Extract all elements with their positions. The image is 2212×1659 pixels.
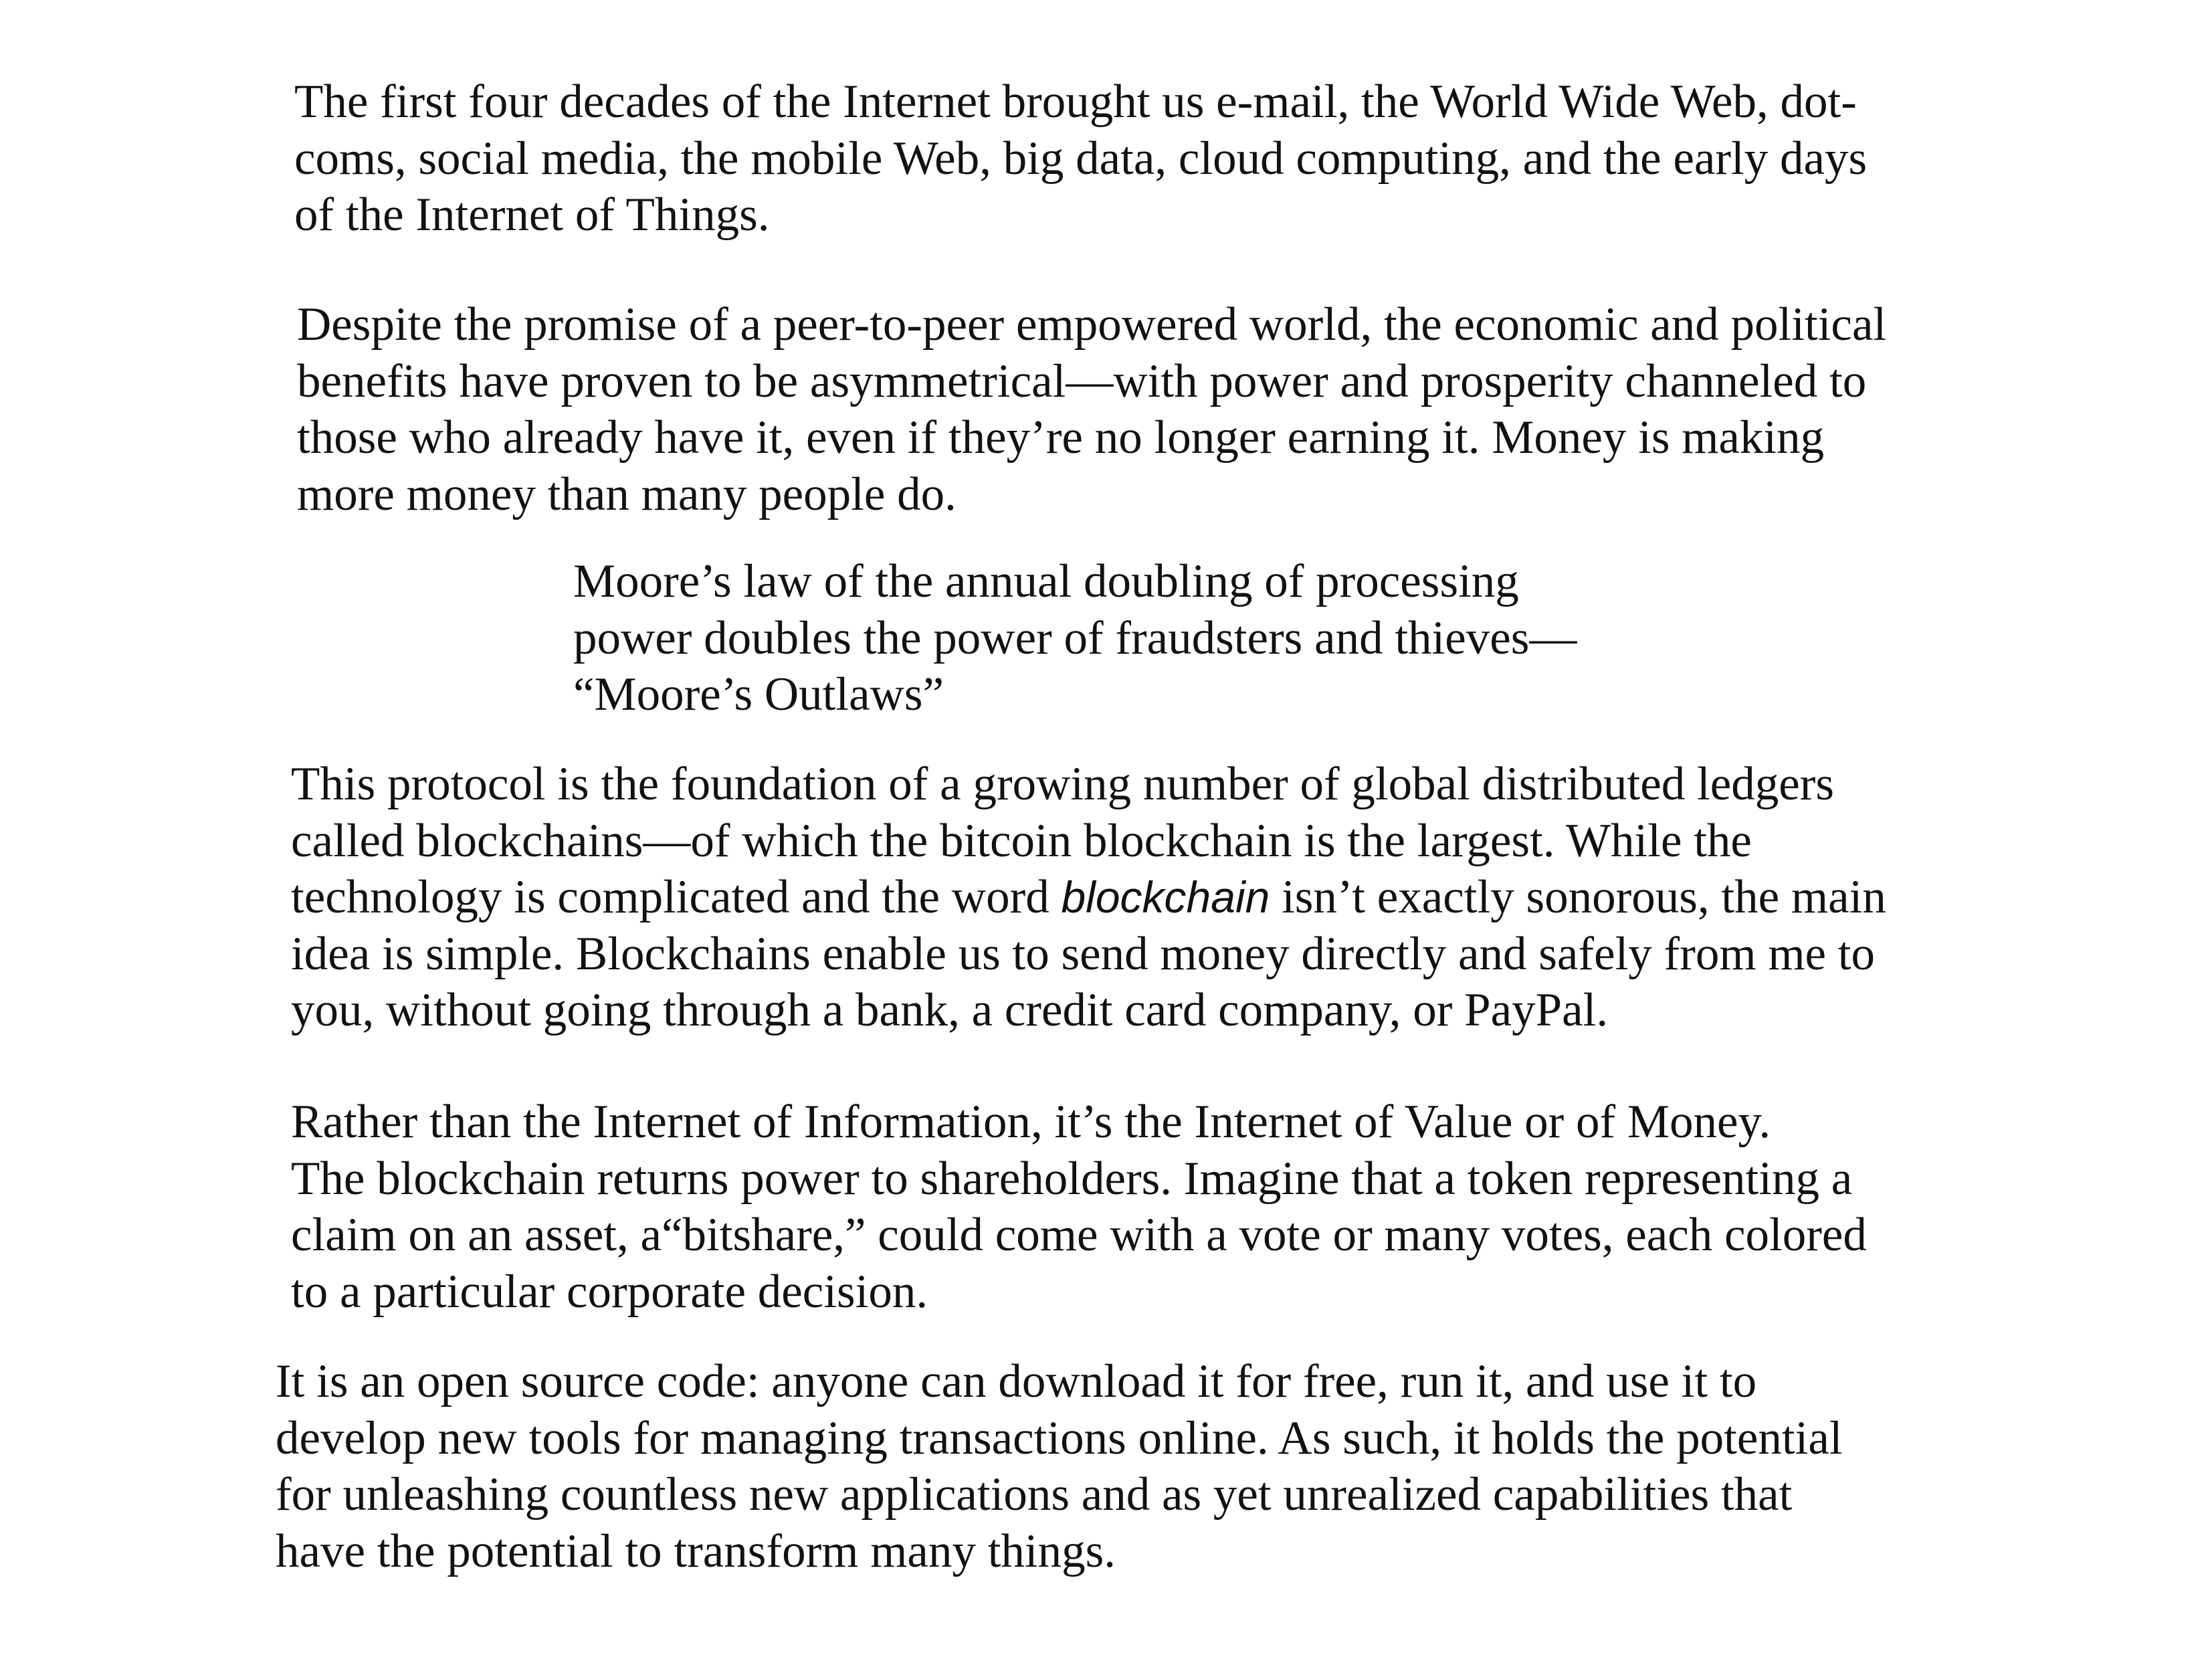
- paragraph-blockchain-protocol: [291, 756, 1886, 1039]
- text-line: “Moore’s Outlaws”: [573, 668, 944, 720]
- text-line: those who already have it, even if they’re no longer earning it. Money is making: [297, 411, 1825, 464]
- text-line: coms, social media, the mobile Web, big data, cloud computing, and the early days: [294, 132, 1868, 185]
- paragraph-asymmetrical-benefits: [297, 296, 1886, 522]
- text-line: for unleashing countless new applications and as yet unrealized capabilities that: [276, 1468, 1793, 1521]
- text-line: The first four decades of the Internet brought us e-mail, the World Wide Web, dot-: [294, 76, 1857, 128]
- text-line: idea is simple. Blockchains enable us to send money directly and safely from me to: [291, 927, 1876, 980]
- text-line: claim on an asset, a“bitshare,” could come with a vote or many votes, each colored: [291, 1209, 1867, 1261]
- text-line: have the potential to transform many things.: [276, 1525, 1116, 1577]
- text-line: of the Internet of Things.: [294, 189, 770, 241]
- text-line: Despite the promise of a peer-to-peer empowered world, the economic and political: [297, 298, 1887, 351]
- text-line: Moore’s law of the annual doubling of processing: [573, 555, 1519, 607]
- italic-term: blockchain: [1061, 872, 1270, 922]
- text-segment: isn’t exactly sonorous, the main: [1270, 871, 1886, 923]
- paragraph-open-source-code: [276, 1353, 1843, 1579]
- paragraph-internet-decades: [294, 74, 1867, 243]
- text-line: This protocol is the foundation of a growing number of global distributed ledgers: [291, 758, 1835, 810]
- text-line: Rather than the Internet of Information, it’s the Internet of Value or of Money.: [291, 1096, 1771, 1148]
- text-line: to a particular corporate decision.: [291, 1265, 928, 1318]
- text-line: benefits have proven to be asymmetrical—with power and prosperity channeled to: [297, 355, 1867, 407]
- paragraph-moores-outlaws: [573, 553, 1577, 723]
- text-line: you, without going through a bank, a credit card company, or PayPal.: [291, 984, 1609, 1036]
- text-line: The blockchain returns power to shareholders. Imagine that a token representing a: [291, 1152, 1853, 1205]
- text-line: [291, 869, 1886, 926]
- text-line: more money than many people do.: [297, 468, 957, 520]
- text-line: called blockchains—of which the bitcoin blockchain is the largest. While the: [291, 814, 1752, 867]
- text-line: power doubles the power of fraudsters and thieves—: [573, 611, 1577, 664]
- text-line: It is an open source code: anyone can download it for free, run it, and use it to: [276, 1355, 1757, 1407]
- paragraph-internet-of-value: [291, 1094, 1867, 1320]
- text-segment: technology is complicated and the word: [291, 871, 1062, 923]
- text-line: develop new tools for managing transactions online. As such, it holds the potential: [276, 1411, 1843, 1464]
